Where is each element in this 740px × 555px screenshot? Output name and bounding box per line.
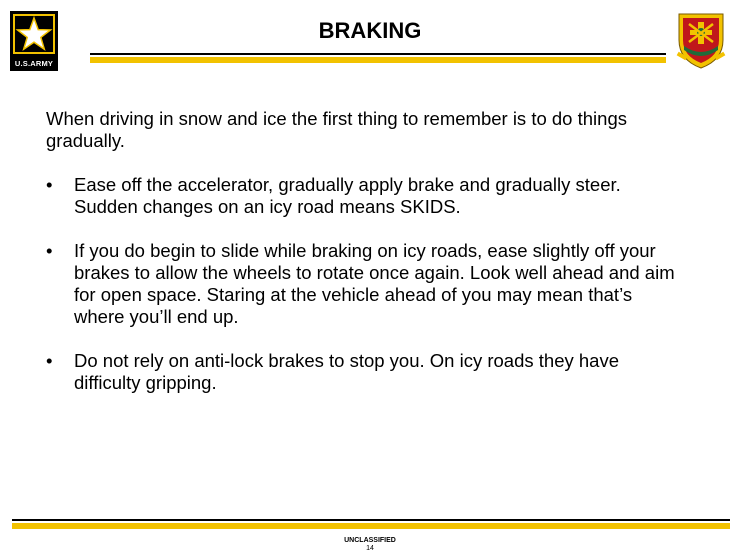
footer-divider-black (12, 519, 730, 521)
bullet-dot: • (46, 350, 53, 371)
header-divider-black (90, 53, 666, 55)
army-logo-text: U.S.ARMY (14, 59, 54, 68)
slide-body (46, 108, 686, 416)
bullet-text: Ease off the accelerator, gradually apply brake and gradually steer. Sudden changes on an icy road means SKIDS. (74, 174, 621, 217)
header-divider-gold (90, 57, 666, 63)
intro-paragraph: When driving in snow and ice the first thing to remember is to do things gradually. (46, 108, 627, 151)
bullet-item (46, 174, 686, 218)
army-star-icon (10, 11, 58, 57)
bullet-dot: • (46, 240, 53, 261)
bullet-dot: • (46, 174, 53, 195)
classification-label: UNCLASSIFIED (344, 537, 396, 544)
bullet-item (46, 350, 686, 394)
page-number: 14 (366, 545, 374, 552)
bullet-item (46, 240, 686, 328)
bullet-text: If you do begin to slide while braking on icy roads, ease slightly off your brakes to allow the wheels to rotate once again. Look well ahead and aim for open space. Staring at the vehicle ahead of you may mean that’s where you’ll end up. (74, 240, 675, 327)
page-title: BRAKING (318, 18, 422, 43)
footer-divider-gold (12, 523, 730, 529)
bullet-list (46, 174, 686, 394)
army-logo (10, 11, 58, 71)
footer (270, 537, 470, 553)
bullet-text: Do not rely on anti-lock brakes to stop you. On icy roads they have difficulty gripping. (74, 350, 620, 393)
unit-crest-icon (672, 10, 730, 72)
